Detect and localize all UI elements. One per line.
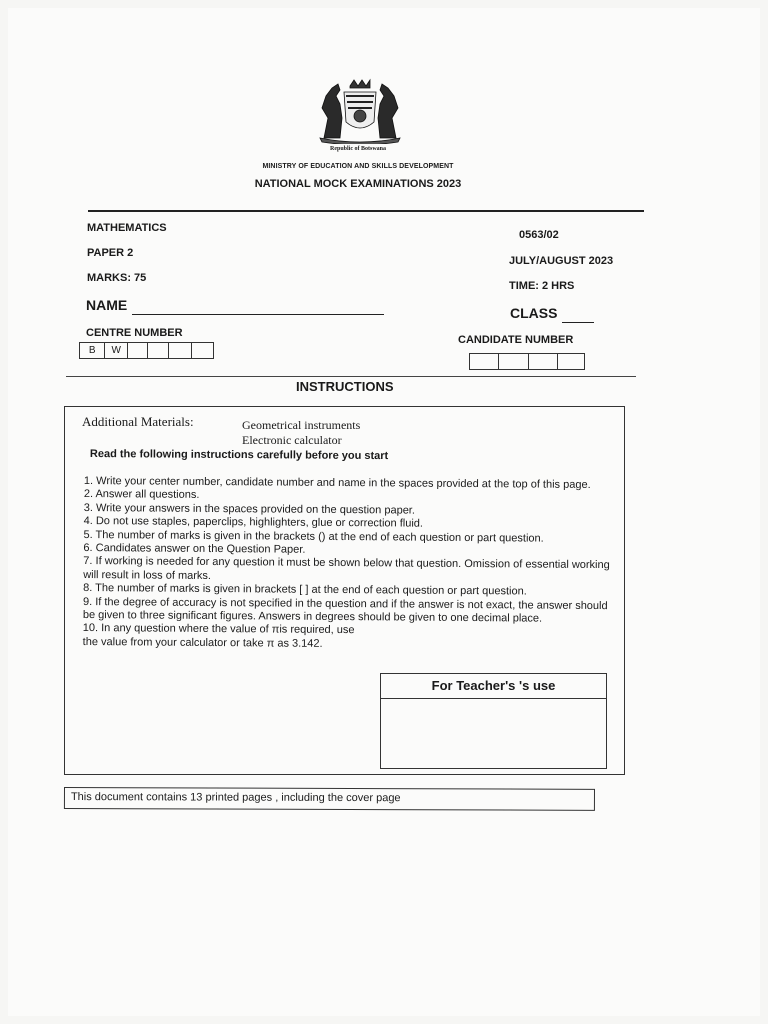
- instruction-item: 2. Answer all questions.: [83, 488, 200, 502]
- coat-of-arms-icon: [310, 78, 410, 144]
- marks-label: MARKS: 75: [87, 272, 147, 284]
- class-field[interactable]: [510, 305, 594, 323]
- teacher-use-heading: For Teacher's 's use: [381, 674, 606, 699]
- republic-label: Republic of Botswana: [329, 146, 386, 152]
- candidate-box[interactable]: [499, 354, 530, 369]
- time-label: TIME: 2 HRS: [509, 280, 575, 292]
- instruction-item: 7. If working is needed for any question it must be shown below that question. Omission of essential working will result in loss of marks.: [83, 555, 610, 582]
- instruction-item: 4. Do not use staples, paperclips, highlighters, glue or correction fluid.: [83, 515, 424, 530]
- centre-box[interactable]: [169, 343, 192, 358]
- class-line[interactable]: [562, 308, 594, 323]
- centre-number-boxes[interactable]: [79, 342, 214, 359]
- centre-box[interactable]: W: [105, 343, 128, 358]
- instruction-item: 3. Write your answers in the spaces provided on the question paper.: [83, 501, 415, 517]
- exam-title: NATIONAL MOCK EXAMINATIONS 2023: [254, 178, 462, 190]
- name-label: NAME: [86, 297, 128, 313]
- materials-list: [242, 418, 360, 448]
- teacher-use-area[interactable]: [381, 699, 606, 768]
- candidate-box[interactable]: [529, 354, 558, 369]
- centre-box[interactable]: [192, 343, 214, 358]
- page-count-note: This document contains 13 printed pages , including the cover page: [64, 787, 595, 811]
- centre-box[interactable]: B: [80, 343, 105, 358]
- candidate-number-boxes[interactable]: [469, 353, 585, 370]
- material-item: Electronic calculator: [242, 433, 342, 447]
- class-label: CLASS: [510, 305, 558, 321]
- header-divider: [88, 210, 644, 212]
- candidate-box[interactable]: [470, 354, 499, 369]
- material-item: Geometrical instruments: [242, 418, 361, 432]
- name-field[interactable]: [86, 297, 384, 315]
- read-instructions-heading: Read the following instructions carefully before you start: [89, 448, 389, 463]
- instructions-list: [83, 475, 618, 653]
- instructions-title: INSTRUCTIONS: [296, 379, 394, 394]
- name-line[interactable]: [132, 298, 384, 315]
- centre-box[interactable]: [148, 343, 169, 358]
- instruction-item: 8. The number of marks is given in brackets [ ] at the end of each question or part question.: [83, 582, 527, 598]
- additional-materials-label: Additional Materials:: [82, 414, 194, 429]
- centre-number-label: CENTRE NUMBER: [86, 327, 183, 339]
- instruction-item: 1. Write your center number, candidate number and name in the spaces provided at the top of this page.: [83, 475, 591, 491]
- instruction-item: 5. The number of marks is given in the brackets () at the end of each question or part question.: [83, 528, 544, 545]
- paper-code: 0563/02: [519, 229, 559, 241]
- session-label: JULY/AUGUST 2023: [509, 255, 614, 267]
- instructions-divider: [66, 376, 636, 377]
- instruction-item: 6. Candidates answer on the Question Paper.: [83, 542, 306, 556]
- candidate-box[interactable]: [558, 354, 584, 369]
- subject-label: MATHEMATICS: [87, 222, 167, 234]
- candidate-number-label: CANDIDATE NUMBER: [458, 334, 574, 346]
- centre-box[interactable]: [128, 343, 149, 358]
- teacher-use-box: [380, 673, 607, 769]
- ministry-label: MINISTRY OF EDUCATION AND SKILLS DEVELOPMENT: [262, 163, 454, 170]
- instruction-item: 10. In any question where the value of πis required, use the value from your calculator or take π as 3.142.: [82, 622, 355, 650]
- paper-label: PAPER 2: [87, 247, 134, 259]
- instruction-item: 9. If the degree of accuracy is not specified in the question and if the answer is not exact, the answer should be given to three significant figures. Answers in degrees should be given to one decimal place.: [82, 595, 608, 625]
